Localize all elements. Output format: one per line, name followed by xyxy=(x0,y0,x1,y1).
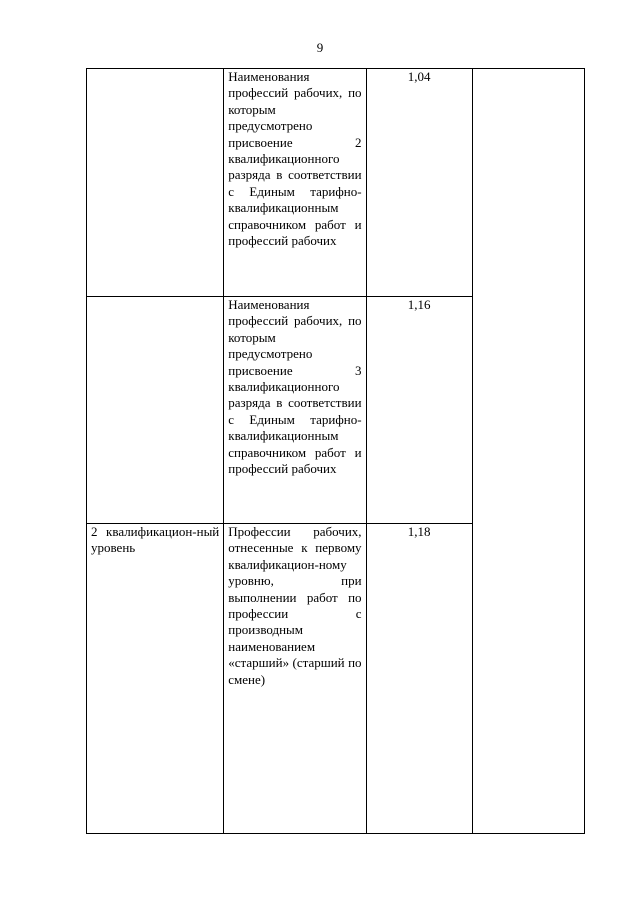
coefficient-value: 1,16 xyxy=(407,297,431,312)
level-cell xyxy=(87,524,224,834)
coefficient-cell xyxy=(366,524,472,834)
page-number: 9 xyxy=(316,40,324,55)
profession-cell xyxy=(224,69,366,297)
coefficient-value: 1,18 xyxy=(407,524,431,539)
level-cell xyxy=(87,297,224,524)
level-cell xyxy=(87,69,224,297)
table-row xyxy=(87,69,585,297)
qualification-table xyxy=(86,68,585,834)
profession-text: Наименования профессий рабочих, по которым предусмотрено присвоение 3 квалификационного разряда в соответствии с Единым тарифно-квалификационным справочником работ и профессий рабочих xyxy=(228,297,362,477)
profession-cell xyxy=(224,524,366,834)
profession-text: Наименования профессий рабочих, по которым предусмотрено присвоение 2 квалификационного разряда в соответствии с Единым тарифно-квалификационным справочником работ и профессий рабочих xyxy=(228,69,362,249)
coefficient-cell xyxy=(366,69,472,297)
notes-cell xyxy=(472,69,584,834)
profession-cell xyxy=(224,297,366,524)
level-text: 2 квалификацион-ный уровень xyxy=(91,524,220,556)
coefficient-value: 1,04 xyxy=(407,69,431,84)
coefficient-cell xyxy=(366,297,472,524)
profession-text: Профессии рабочих, отнесенные к первому квалификацион-ному уровню, при выполнении работ по профессии с производным наименованием «старший» (старший по смене) xyxy=(228,524,362,687)
